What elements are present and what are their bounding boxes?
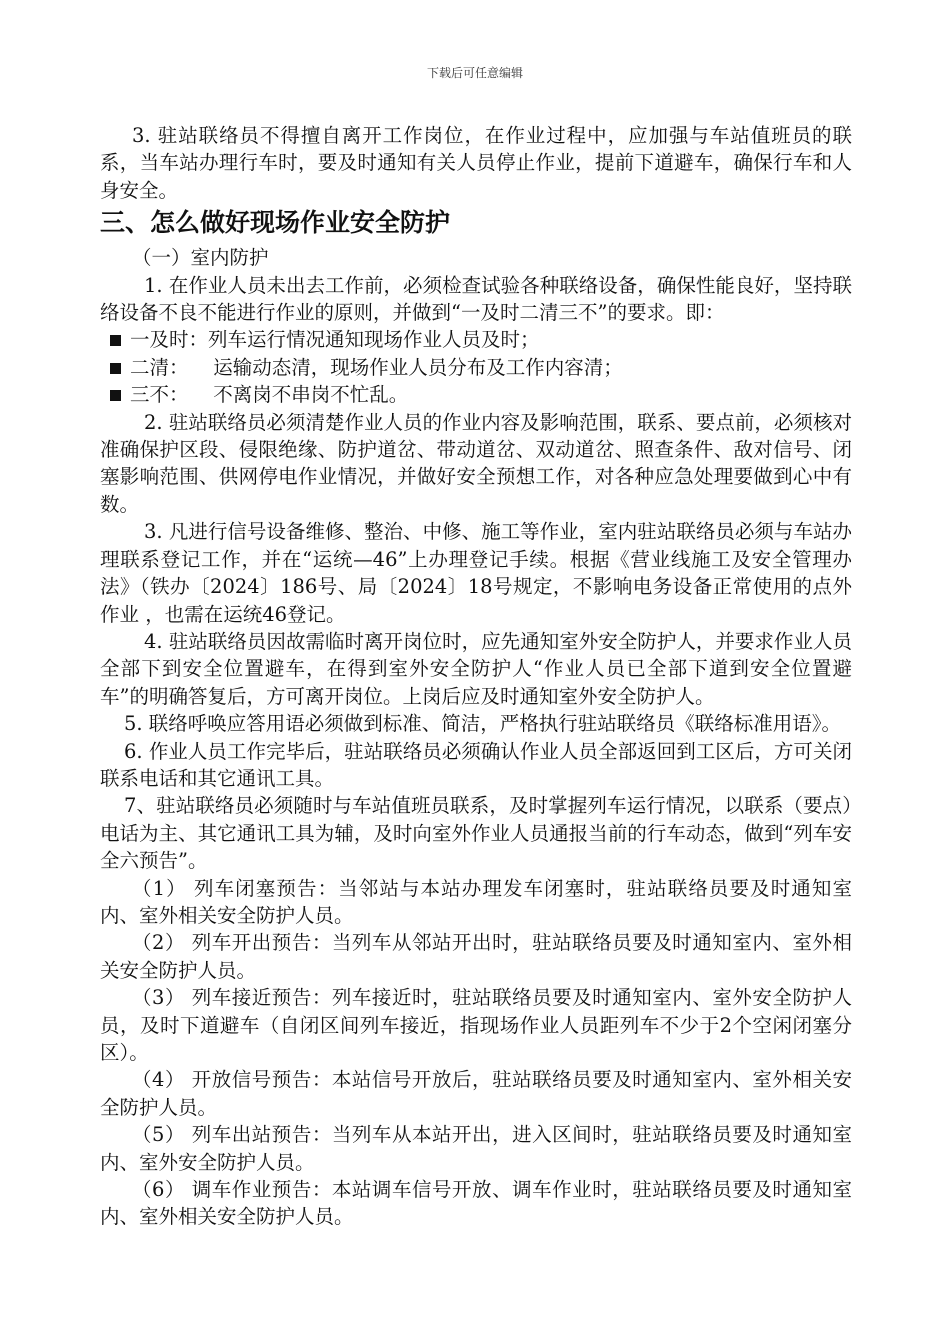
page-header: 下载后可任意编辑 [426,66,523,80]
square-bullet-icon [110,390,121,401]
item-4: 4. 驻站联络员因故需临时离开岗位时，应先通知室外安全防护人，并要求作业人员全部下到安全位置避车，在得到室外安全防护人“作业人员已全部下道到安全位置避车”的明确答复后，方可离开岗位。上岗后应及时通知室外安全防护人。 [100,629,852,708]
bullet-item [100,326,852,353]
item-2: 2. 驻站联络员必须清楚作业人员的作业内容及影响范围，联系、要点前，必须核对准确保护区段、侵限绝缘、防护道岔、带动道岔、双动道岔、照查条件、敌对信号、闭塞影响范围、供网停电作业情况，并做好安全预想工作，对各种应急处理要做到心中有数。 [100,410,852,516]
section-title: 三、怎么做好现场作业安全防护 [100,208,451,238]
warning-item-1: （1） 列车闭塞预告：当邻站与本站办理发车闭塞时，驻站联络员要及时通知室内、室外相关安全防护人员。 [100,876,852,927]
bullet-item [100,381,852,408]
warning-item-5: （5） 列车出站预告：当列车从本站开出，进入区间时，驻站联络员要及时通知室内、室外安全防护人员。 [100,1123,852,1174]
warning-item-2: （2） 列车开出预告：当列车从邻站开出时，驻站联络员要及时通知室内、室外相关安全防护人员。 [100,931,852,982]
document-body [100,122,852,1231]
warning-item-4: （4） 开放信号预告：本站信号开放后，驻站联络员要及时通知室内、室外相关安全防护人员。 [100,1068,852,1119]
subsection-title: （一）室内防护 [132,246,269,270]
item-1: 1. 在作业人员未出去工作前，必须检查试验各种联络设备，确保性能良好，坚持联络设备不良不能进行作业的原则，并做到“一及时二清三不”的要求。即： [100,273,852,325]
item-5: 5. 联络呼唤应答用语必须做到标准、简洁，严格执行驻站联络员《联络标准用语》。 [124,712,842,736]
item-7: 7、驻站联络员必须随时与车站值班员联系，及时掌握列车运行情况，以联系（要点）电话为主、其它通讯工具为辅，及时向室外作业人员通报当前的行车动态，做到“列车安全六预告”。 [100,794,852,873]
bullet-text: 二清： 运输动态清，现场作业人员分布及工作内容清； [130,355,623,379]
square-bullet-icon [110,335,121,346]
bullet-item [100,354,852,381]
warning-item-6: （6） 调车作业预告：本站调车信号开放、调车作业时，驻站联络员要及时通知室内、室外相关安全防护人员。 [100,1178,852,1229]
square-bullet-icon [110,363,121,374]
item-3: 3. 凡进行信号设备维修、整治、中修、施工等作业，室内驻站联络员必须与车站办理联系登记工作，并在“运统—46”上办理登记手续。根据《营业线施工及安全管理办法》（铁办〔2024〕186号、局〔2024〕18号规定，不影响电务设备正常使用的点外作业 ，也需在运统46登记。 [100,520,852,626]
paragraph-3: 3. 驻站联络员不得擅自离开工作岗位，在作业过程中，应加强与车站值班员的联系，当车站办理行车时，要及时通知有关人员停止作业，提前下道避车，确保行车和人身安全。 [100,124,852,202]
warning-item-3: （3） 列车接近预告：列车接近时，驻站联络员要及时通知室内、室外安全防护人员，及时下道避车（自闭区间列车接近，指现场作业人员距列车不少于2个空闲闭塞分区）。 [100,986,852,1064]
bullet-text: 一及时：列车运行情况通知现场作业人员及时； [130,328,540,352]
item-6: 6. 作业人员工作完毕后，驻站联络员必须确认作业人员全部返回到工区后，方可关闭联系电话和其它通讯工具。 [100,739,852,790]
bullet-text: 三不： 不离岗不串岗不忙乱。 [130,383,409,407]
